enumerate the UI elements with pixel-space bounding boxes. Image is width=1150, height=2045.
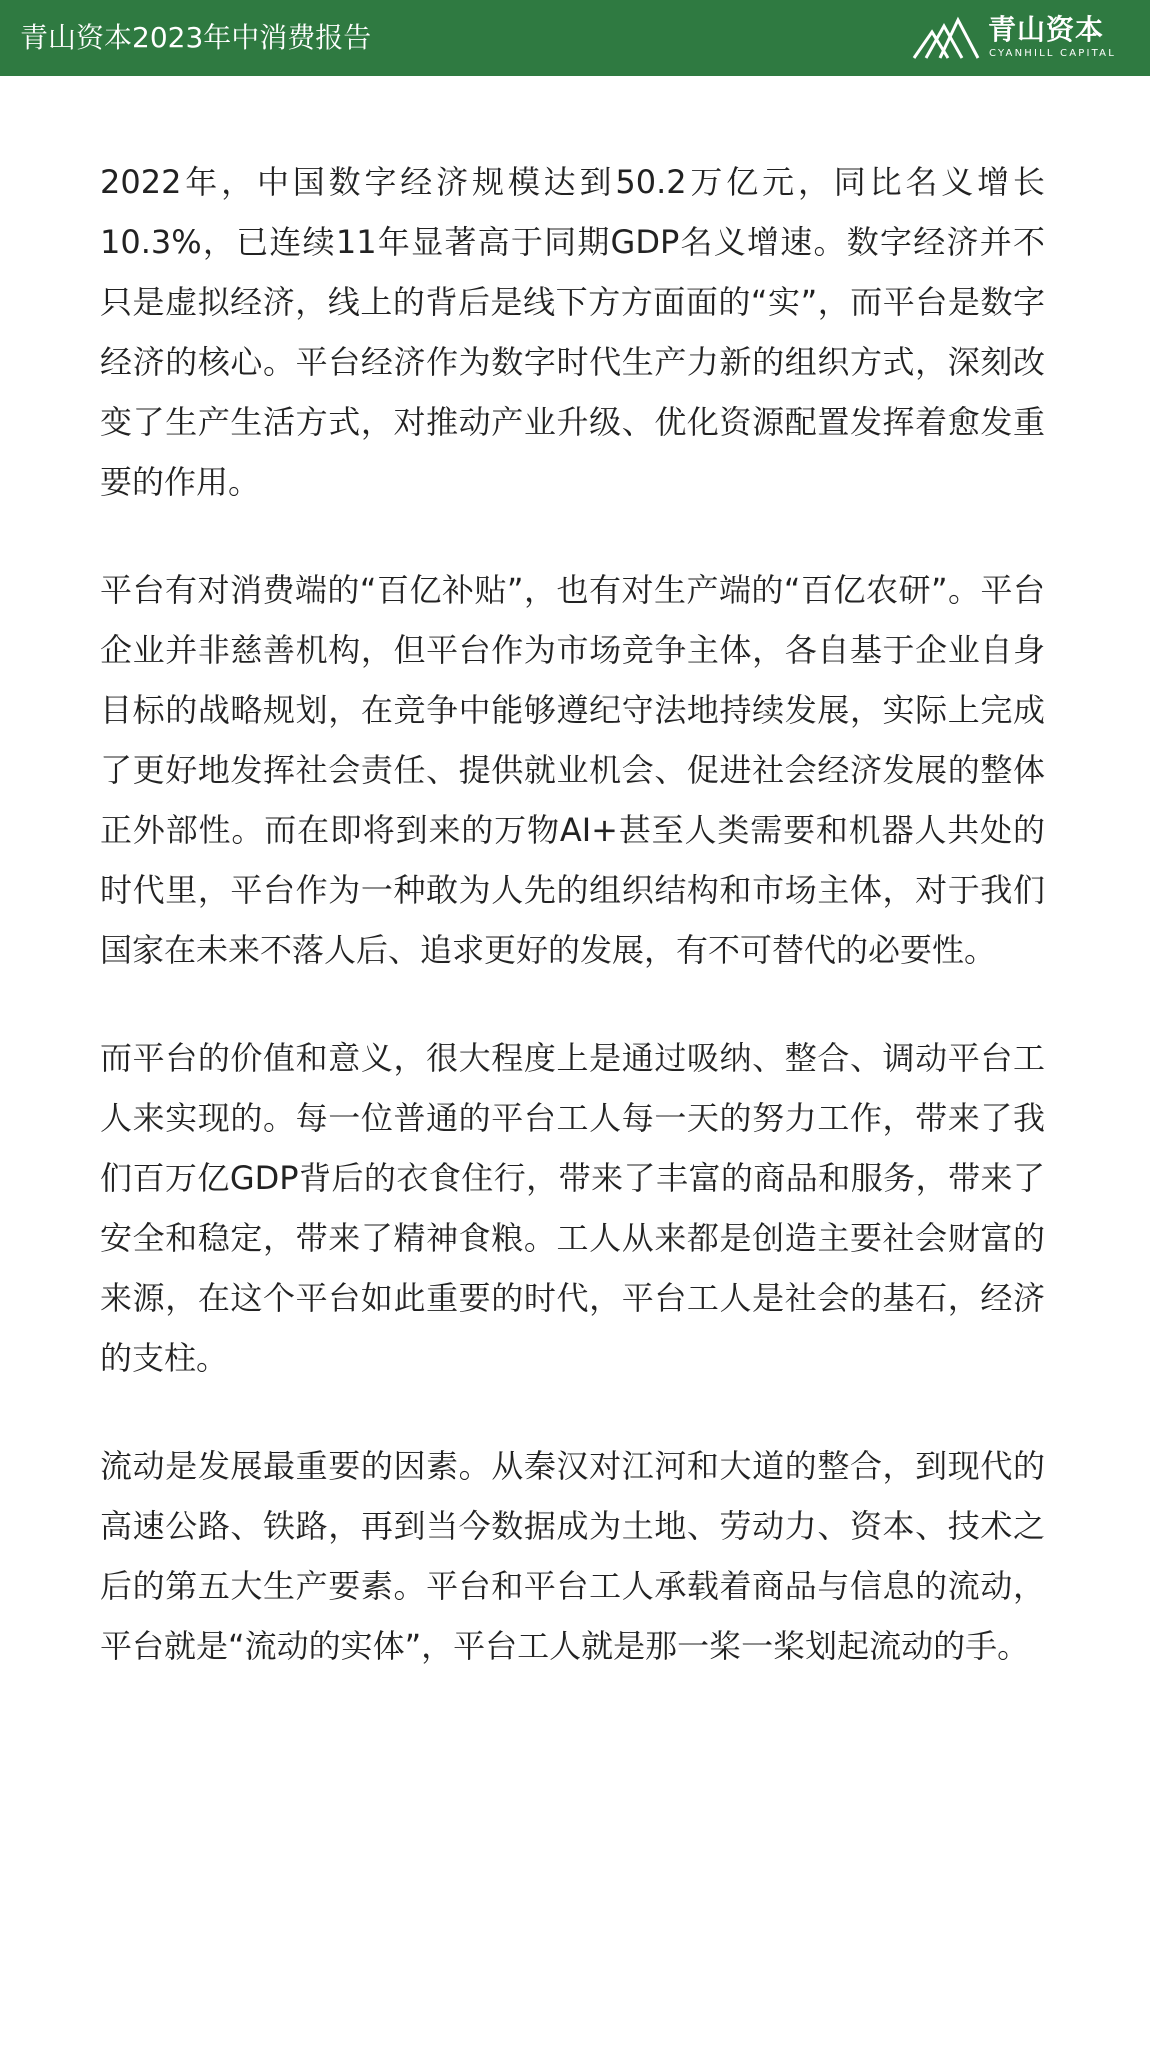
paragraph-digital-economy: 2022年，中国数字经济规模达到50.2万亿元，同比名义增长10.3%，已连续11年显著高于同期GDP名义增速。数字经济并不只是虚拟经济，线上的背后是线下方方面面的“实”，而平台是数字经济的核心。平台经济作为数字时代生产力新的组织方式，深刻改变了生产生活方式，对推动产业升级、优化资源配置发挥着愈发重要的作用。	[100, 163, 1045, 501]
paragraph-flow: 流动是发展最重要的因素。从秦汉对江河和大道的整合，到现代的高速公路、铁路，再到当今数据成为土地、劳动力、资本、技术之后的第五大生产要素。平台和平台工人承载着商品与信息的流动，平台就是“流动的实体”，平台工人就是那一桨一桨划起流动的手。	[100, 1447, 1045, 1665]
mountain-logo-icon	[912, 16, 986, 60]
brand-name-en: CYANHILL CAPITAL	[989, 48, 1116, 59]
brand-name-cn: 青山资本	[988, 13, 1105, 46]
paragraph-platform-role: 平台有对消费端的“百亿补贴”，也有对生产端的“百亿农研”。平台企业并非慈善机构，但平台作为市场竞争主体，各自基于企业自身目标的战略规划，在竞争中能够遵纪守法地持续发展，实际上完成了更好地发挥社会责任、提供就业机会、促进社会经济发展的整体正外部性。而在即将到来的万物AI+甚至人类需要和机器人共处的时代里，平台作为一种敢为人先的组织结构和市场主体，对于我们国家在未来不落人后、追求更好的发展，有不可替代的必要性。	[100, 571, 1045, 969]
paragraph-platform-workers: 而平台的价值和意义，很大程度上是通过吸纳、整合、调动平台工人来实现的。每一位普通的平台工人每一天的努力工作，带来了我们百万亿GDP背后的衣食住行，带来了丰富的商品和服务，带来了安全和稳定，带来了精神食粮。工人从来都是创造主要社会财富的来源，在这个平台如此重要的时代，平台工人是社会的基石，经济的支柱。	[100, 1039, 1045, 1377]
report-header	[0, 0, 1150, 76]
report-body	[100, 152, 1045, 1724]
brand-logo-group	[912, 12, 1116, 64]
report-title: 青山资本2023年中消费报告	[20, 21, 372, 54]
